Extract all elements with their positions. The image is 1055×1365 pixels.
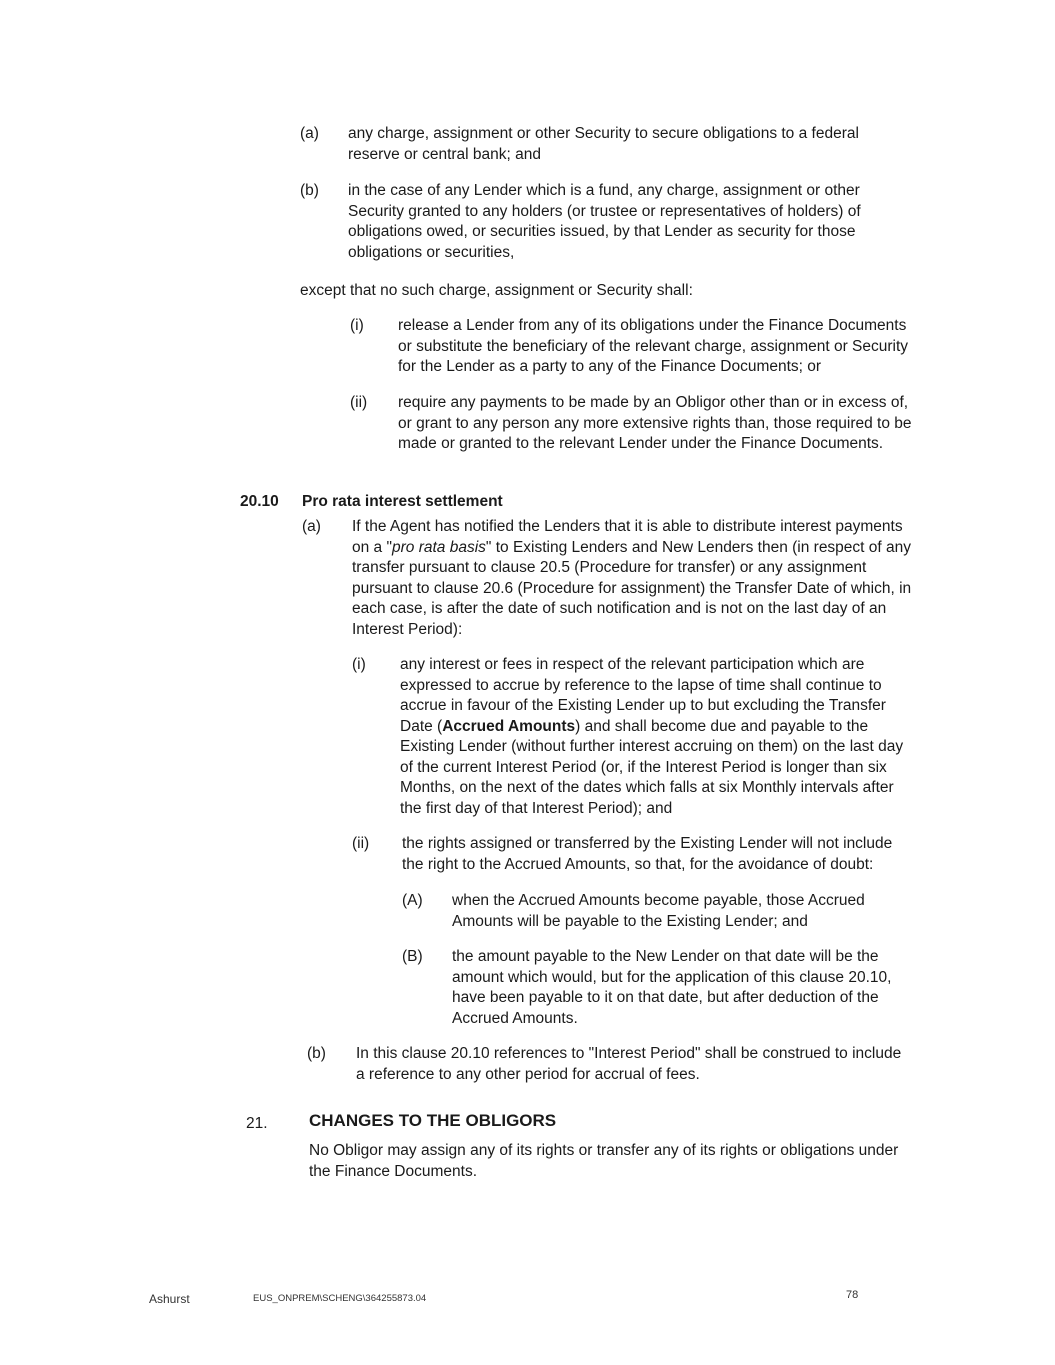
clause-20-10-a-text-2: " to Existing Lenders and New Lenders then (in respect of any transfer pursuant to clause 20.5 (Procedure for transfer) or any assignment pursuant to clause 20.6 (Procedure for assignment) the Transfer Date of which, in each case, is after the date of such notification and is not on the last day of an Interest Period):	[352, 538, 912, 638]
clause-20-10-b-label: (b)	[307, 1045, 326, 1062]
clause-20-10-a-label: (a)	[302, 518, 321, 535]
item-ii-text: require any payments to be made by an Obligor other than or in excess of, or grant to any person any more extensive rights than, those required to be made or granted to the relevant Lender under the Finance Documents.	[398, 394, 912, 452]
item-b-label: (b)	[300, 182, 319, 199]
clause-20-10-b-text: In this clause 20.10 references to "Interest Period" shall be construed to include a reference to any other period for accrual of fees.	[356, 1045, 902, 1083]
clause-21-title: CHANGES TO THE OBLIGORS	[309, 1111, 557, 1130]
clause-21-number: 21.	[246, 1115, 268, 1132]
clause-20-10-a-i-text-2: ) and shall become due and payable to the Existing Lender (without further interest accruing on them) on the last day of the current Interest Period (or, if the Interest Period is longer than six Months, on the next of the dates which falls at six Monthly intervals after the first day of that Interest Period); and	[400, 717, 904, 817]
item-i-text: release a Lender from any of its obligations under the Finance Documents or substitute the beneficiary of the relevant charge, assignment or Security for the Lender as a party to any of the Finance Documents; or	[398, 317, 909, 375]
item-b-text: in the case of any Lender which is a fund, any charge, assignment or other Security granted to any holders (or trustee or representatives of holders) of obligations owed, or securities issued, by that Lender as security for those obligations or securities,	[348, 182, 861, 261]
footer-page-number: 78	[846, 1289, 859, 1301]
clause-20-10-sub-B-label: (B)	[402, 948, 423, 965]
item-a-label: (a)	[300, 125, 319, 142]
clause-20-10-a-text-1: If the Agent has notified the Lenders that it is able to distribute interest payments on a "	[352, 518, 903, 556]
clause-20-10-a-i-label: (i)	[352, 656, 366, 673]
clause-20-10-sub-A-text: when the Accrued Amounts become payable, those Accrued Amounts will be payable to the Existing Lender; and	[452, 892, 865, 930]
clause-20-10-number: 20.10	[240, 493, 279, 510]
footer-doc-ref: EUS_ONPREM\SCHENG\364255873.04	[253, 1293, 427, 1304]
clause-20-10-a-ii-text: the rights assigned or transferred by the Existing Lender will not include the right to the Accrued Amounts, so that, for the avoidance of doubt:	[402, 835, 893, 873]
item-a-text: any charge, assignment or other Security to secure obligations to a federal reserve or central bank; and	[348, 125, 859, 163]
item-i-label: (i)	[350, 317, 364, 334]
clause-20-10-a-italic: pro rata basis	[391, 538, 486, 556]
except-text: except that no such charge, assignment or Security shall:	[300, 282, 693, 299]
footer-firm: Ashurst	[149, 1292, 190, 1306]
clause-20-10-sub-A-label: (A)	[402, 892, 423, 909]
clause-20-10-title: Pro rata interest settlement	[302, 493, 503, 510]
item-ii-label: (ii)	[350, 394, 368, 411]
clause-20-10-a-i-text-1: any interest or fees in respect of the relevant participation which are expressed to accrue by reference to the lapse of time shall continue to accrue in favour of the Existing Lender up to but excluding the Transfer Date (	[400, 656, 886, 735]
accrued-amounts-term: Accrued Amounts	[442, 717, 576, 735]
clause-20-10-a-text	[352, 517, 912, 640]
clause-20-10-sub-B-text: the amount payable to the New Lender on that date will be the amount which would, but for the application of this clause 20.10, have been payable to it on that date, but after deduction of the Accrued Amounts.	[452, 948, 892, 1027]
clause-20-10-a-i-text	[400, 655, 912, 819]
clause-21-text: No Obligor may assign any of its rights or transfer any of its rights or obligations under the Finance Documents.	[309, 1142, 899, 1180]
clause-20-10-a-ii-label: (ii)	[352, 835, 370, 852]
